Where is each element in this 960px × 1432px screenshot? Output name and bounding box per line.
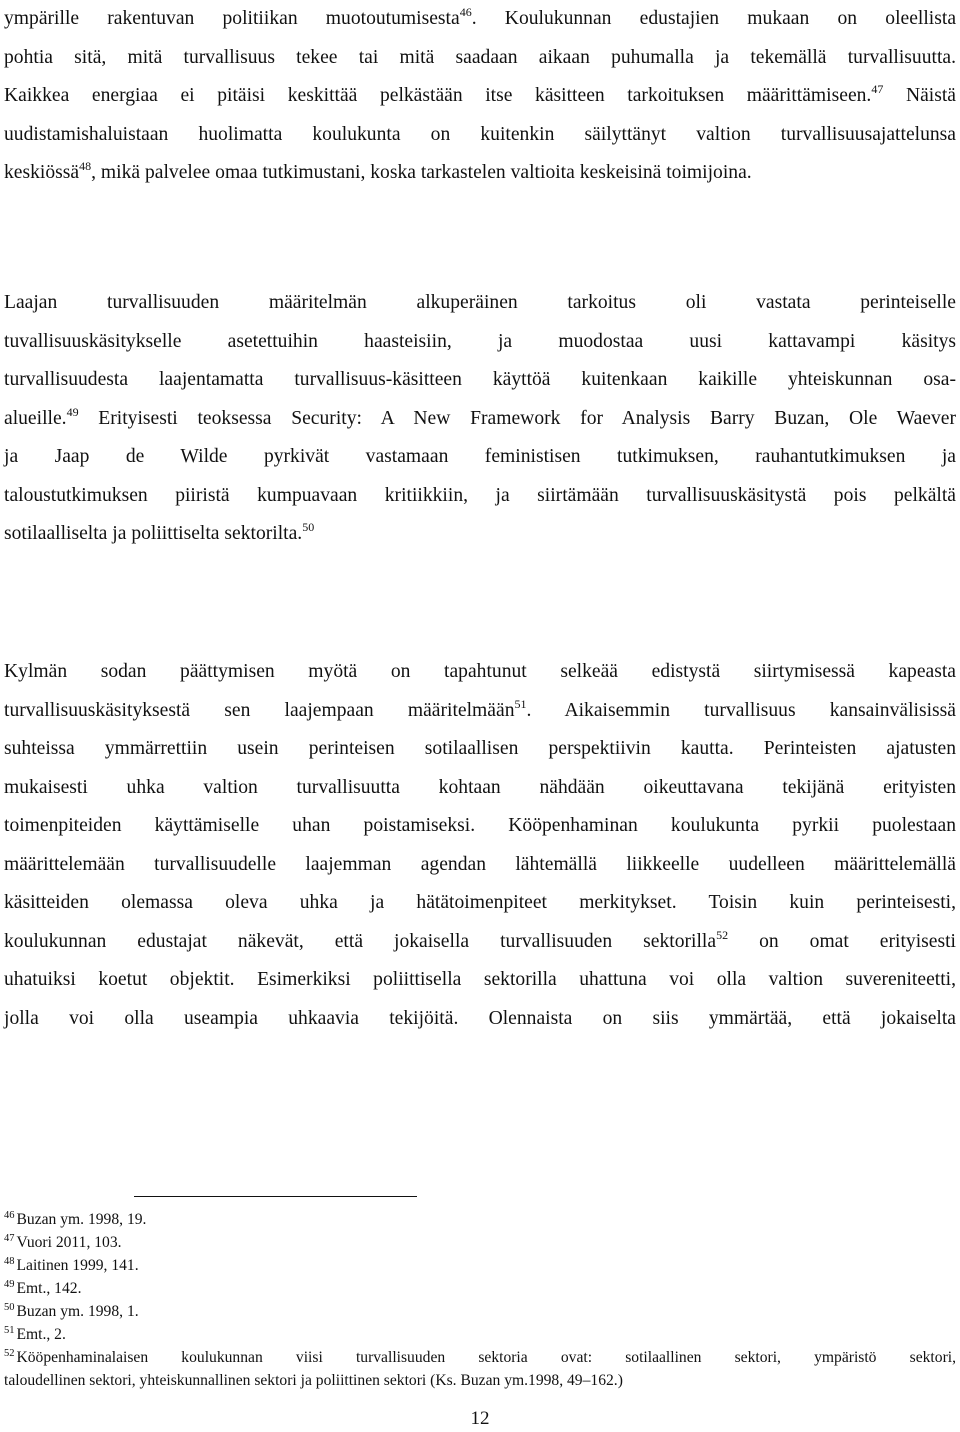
text-line: [4, 653, 956, 692]
text-run: on omat erityisesti: [728, 930, 956, 952]
footnote-item: [4, 1208, 956, 1231]
text-run: määrittelemään turvallisuudelle laajemman agendan lähtemällä liikkeelle uudelleen määrittelemällä: [4, 853, 956, 875]
footnote-number: 51: [4, 1325, 15, 1336]
footnote-number: 48: [4, 1256, 15, 1267]
text-run: ja Jaap de Wilde pyrkivät vastamaan feministisen tutkimuksen, rauhantutkimuksen ja: [4, 446, 956, 467]
body-paragraph-3: [4, 653, 956, 1038]
footnote-number: 49: [4, 1279, 15, 1290]
text-run: jolla voi olla useampia uhkaavia tekijöitä. Olennaista on siis ymmärtää, että jokaiselta: [4, 1007, 956, 1029]
text-run: käsitteiden olemassa oleva uhka ja hätätoimenpiteet merkitykset. Toisin kuin perinteisesti,: [4, 892, 956, 913]
text-run: Kylmän sodan päättymisen myötä on tapahtunut selkeää edistystä siirtymisessä kapeasta: [4, 661, 956, 682]
text-line: [4, 807, 956, 846]
text-run: Näistä: [883, 85, 956, 106]
text-run: tuvallisuuskäsitykselle asetettuihin haasteisiin, ja muodostaa uusi kattavampi käsitys: [4, 330, 956, 352]
footnote-reference[interactable]: 48: [79, 159, 92, 173]
text-line: [4, 923, 956, 962]
text-line: [4, 39, 956, 78]
text-run: taloustutkimuksen piiristä kumpuavaan kritiikkiin, ja siirtämään turvallisuuskäsitystä pois pelkältä: [4, 484, 956, 506]
footnote-text: Vuori 2011, 103.: [16, 1234, 122, 1251]
footnote-text: Kööpenhaminalaisen koulukunnan viisi turvallisuuden sektoria ovat: sotilaallinen sektori, ympäristö sektori,: [16, 1349, 956, 1366]
text-line: [4, 961, 956, 1000]
text-run: uhatuiksi koetut objektit. Esimerkiksi poliittisella sektorilla uhattuna voi olla valtion suvereniteetti,: [4, 969, 956, 990]
footnote-reference[interactable]: 51: [514, 696, 527, 711]
footnote-item: [4, 1323, 956, 1346]
footnote-reference[interactable]: 50: [302, 520, 315, 534]
footnote-item: [4, 1231, 956, 1254]
footnote-number: 50: [4, 1302, 15, 1313]
text-line: [4, 692, 956, 731]
text-run: sotilaalliselta ja poliittiselta sektorilta.: [4, 523, 303, 544]
text-run: Laajan turvallisuuden määritelmän alkuperäinen tarkoitus oli vastata perinteiselle: [4, 292, 956, 313]
footnote-text: Emt., 2.: [16, 1326, 66, 1343]
footnote-text: Buzan ym. 1998, 1.: [16, 1303, 139, 1320]
text-run: Erityisesti teoksessa Security: A New Framework for Analysis Barry Buzan, Ole Waever: [78, 407, 956, 429]
footnote-continuation: taloudellinen sektori, yhteiskunnallinen sektori ja poliittinen sektori (Ks. Buzan ym.1998, 49–162.): [4, 1372, 623, 1389]
body-paragraph-1: [4, 0, 956, 193]
text-run: . Aikaisemmin turvallisuus kansainvälisissä: [526, 699, 956, 721]
footnote-reference[interactable]: 46: [459, 5, 472, 19]
body-paragraph-2: [4, 284, 956, 554]
footnote-reference[interactable]: 52: [716, 927, 729, 942]
text-run: , mikä palvelee omaa tutkimustani, koska tarkastelen valtioita keskeisinä toimijoina.: [91, 162, 752, 183]
text-line: [4, 884, 956, 923]
text-run: koulukunnan edustajat näkevät, että jokaisella turvallisuuden sektorilla: [4, 930, 717, 952]
text-line: [4, 730, 956, 769]
text-run: uudistamishaluistaan huolimatta koulukunta on kuitenkin säilyttänyt valtion turvallisuusajattelunsa: [4, 123, 956, 145]
text-line: [4, 769, 956, 808]
text-line: [4, 1000, 956, 1039]
text-line: [4, 515, 956, 554]
text-run: ympärille rakentuvan politiikan muotoutumisesta: [4, 8, 460, 29]
page-number: 12: [470, 1408, 490, 1429]
text-line: [4, 77, 956, 116]
text-line: [4, 0, 956, 39]
footnote-number: 52: [4, 1348, 15, 1359]
footnote-number: 47: [4, 1233, 15, 1244]
text-line: [4, 846, 956, 885]
text-run: . Koulukunnan edustajien mukaan on oleellista: [471, 8, 957, 29]
text-line: [4, 477, 956, 516]
text-line: [4, 361, 956, 400]
text-run: alueille.: [4, 407, 67, 429]
text-line: [4, 116, 956, 155]
text-line: [4, 284, 956, 323]
footnotes: [4, 1208, 956, 1392]
footnote-item: [4, 1300, 956, 1323]
text-run: turvallisuuskäsityksestä sen laajempaan määritelmään: [4, 699, 515, 721]
text-run: pohtia sitä, mitä turvallisuus tekee tai mitä saadaan aikaan puhumalla ja tekemällä turvallisuutta.: [4, 46, 956, 68]
text-run: toimenpiteiden käyttämiselle uhan poistamiseksi. Kööpenhaminan koulukunta pyrkii puolestaan: [4, 815, 956, 836]
footnote-text: Emt., 142.: [16, 1280, 82, 1297]
footnote-separator: [134, 1196, 417, 1197]
footnote-reference[interactable]: 47: [871, 82, 884, 96]
footnote-reference[interactable]: 49: [66, 404, 79, 419]
footnote-text: Laitinen 1999, 141.: [16, 1257, 139, 1274]
text-run: turvallisuudesta laajentamatta turvallisuus-käsitteen käyttöä kuitenkaan kaikille yhteiskunnan osa-: [4, 369, 956, 390]
text-line: [4, 438, 956, 477]
text-line: [4, 323, 956, 362]
text-run: suhteissa ymmärrettiin usein perinteisen sotilaallisen perspektiivin kautta. Perinteisten ajatusten: [4, 738, 956, 759]
footnote-item: [4, 1346, 956, 1369]
footnote-item: [4, 1254, 956, 1277]
text-line: [4, 400, 956, 439]
text-run: Kaikkea energiaa ei pitäisi keskittää pelkästään itse käsitteen tarkoituksen määrittämiseen.: [4, 85, 872, 106]
text-run: keskiössä: [4, 162, 80, 183]
footnote-text: Buzan ym. 1998, 19.: [16, 1211, 147, 1228]
footnote-item: [4, 1277, 956, 1300]
text-run: mukaisesti uhka valtion turvallisuutta kohtaan nähdään oikeuttavana tekijänä erityisten: [4, 776, 956, 798]
text-line: [4, 154, 956, 193]
footnote-number: 46: [4, 1210, 15, 1221]
